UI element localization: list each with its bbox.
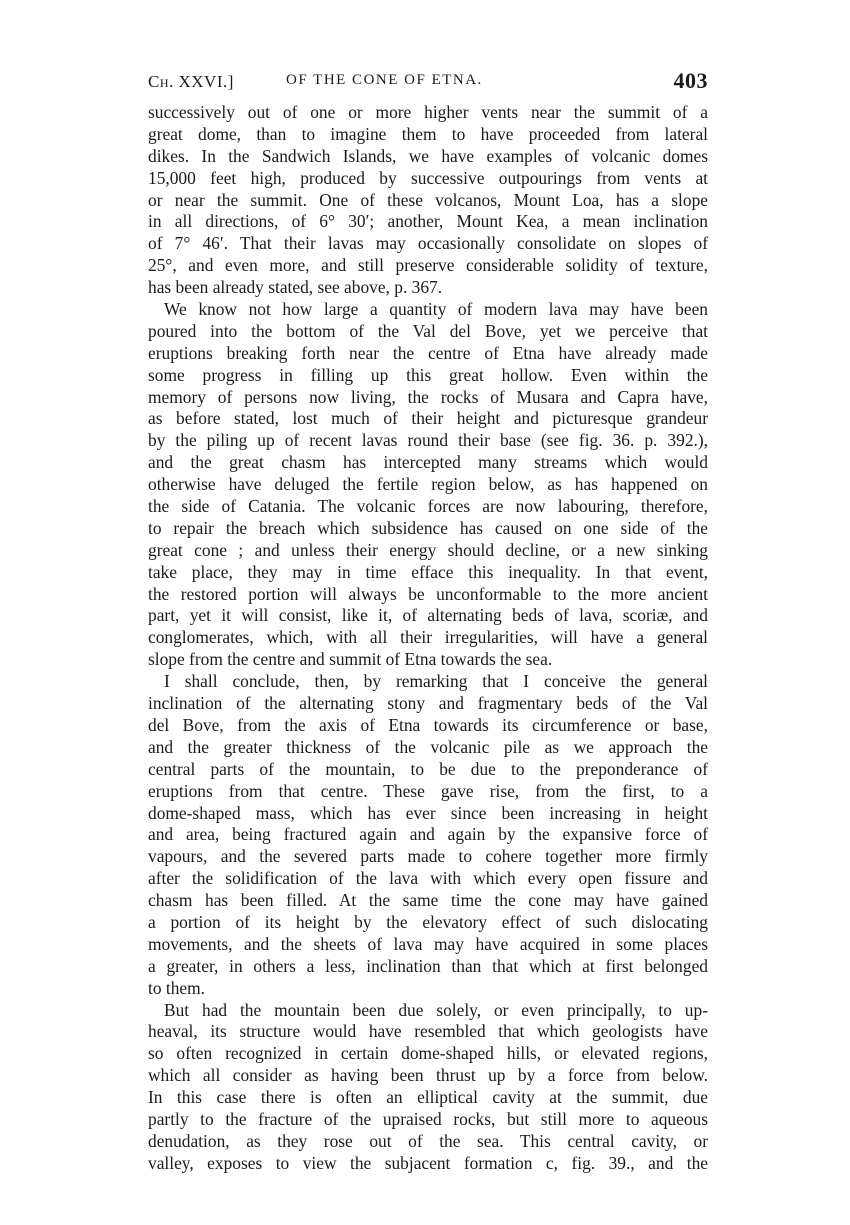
book-page: [148, 68, 708, 1175]
text-line: some progress in filling up this great hollow. Even within the: [148, 364, 708, 385]
text-line: of 7° 46′. That their lavas may occasionally consolidate on slopes of: [148, 233, 708, 254]
text-line: as before stated, lost much of their height and picturesque grandeur: [148, 408, 708, 429]
text-line: successively out of one or more higher vents near the summit of a: [148, 102, 708, 122]
text-line: poured into the bottom of the Val del Bove, yet we perceive that: [148, 320, 708, 341]
text-line: otherwise have deluged the fertile region below, as has happened on: [148, 474, 708, 495]
text-line: by the piling up of recent lavas round their base (see fig. 36. p. 392.),: [148, 430, 708, 451]
text-line: slope from the centre and summit of Etna towards the sea.: [148, 649, 553, 670]
text-line: has been already stated, see above, p. 367.: [148, 277, 443, 298]
text-line: part, yet it will consist, like it, of alternating beds of lava, scoriæ, and: [148, 605, 708, 626]
text-line: great cone ; and unless their energy should decline, or a new sinking: [148, 539, 708, 560]
text-line: 15,000 feet high, produced by successive outpourings from vents at: [148, 167, 708, 188]
text-line: take place, they may in time efface this inequality. In that event,: [148, 561, 708, 582]
text-line: to them.: [148, 977, 205, 998]
text-line: valley, exposes to view the subjacent formation c, fig. 39., and the: [148, 1152, 708, 1173]
text-line: and area, being fractured again and again by the expansive force of: [148, 824, 708, 845]
text-line: inclination of the alternating stony and fragmentary beds of the Val: [148, 693, 708, 714]
text-line: central parts of the mountain, to be due to the preponderance of: [148, 758, 708, 779]
text-line: eruptions from that centre. These gave rise, from the first, to a: [148, 780, 708, 801]
paragraph: [148, 1000, 708, 1175]
paragraph: [148, 671, 708, 999]
text-line: denudation, as they rose out of the sea. This central cavity, or: [148, 1130, 708, 1151]
text-line: But had the mountain been due solely, or even principally, to up-: [164, 999, 708, 1020]
text-line: del Bove, from the axis of Etna towards its circumference or base,: [148, 714, 708, 735]
text-line: and the greater thickness of the volcanic pile as we approach the: [148, 736, 708, 757]
text-line: vapours, and the severed parts made to cohere together more firmly: [148, 846, 708, 867]
text-line: movements, and the sheets of lava may have acquired in some places: [148, 933, 708, 954]
running-title: OF THE CONE OF ETNA.: [286, 72, 483, 88]
text-line: In this case there is often an elliptical cavity at the summit, due: [148, 1087, 708, 1108]
paragraph: [148, 299, 708, 671]
text-line: after the solidification of the lava with which every open fissure and: [148, 868, 708, 889]
text-line: or near the summit. One of these volcanos, Mount Loa, has a slope: [148, 189, 708, 210]
running-head: [148, 68, 708, 102]
text-line: 25°, and even more, and still preserve considerable solidity of texture,: [148, 255, 708, 276]
text-line: memory of persons now living, the rocks of Musara and Capra have,: [148, 386, 708, 407]
page-number: 403: [673, 68, 708, 93]
text-line: a greater, in others a less, inclination than that which at first belonged: [148, 955, 708, 976]
text-line: the restored portion will always be unconformable to the more ancient: [148, 583, 708, 604]
body-text: [148, 102, 708, 1175]
text-line: a portion of its height by the elevatory effect of such dislocating: [148, 911, 708, 932]
text-line: We know not how large a quantity of modern lava may have been: [164, 299, 708, 320]
text-line: I shall conclude, then, by remarking that I conceive the general: [164, 671, 708, 692]
text-line: heaval, its structure would have resembled that which geologists have: [148, 1021, 708, 1042]
text-line: eruptions breaking forth near the centre of Etna have already made: [148, 342, 708, 363]
text-line: in all directions, of 6° 30′; another, Mount Kea, a mean inclination: [148, 211, 708, 232]
text-line: so often recognized in certain dome-shaped hills, or elevated regions,: [148, 1043, 708, 1064]
text-line: the side of Catania. The volcanic forces are now labouring, therefore,: [148, 496, 708, 517]
text-line: partly to the fracture of the upraised rocks, but still more to aqueous: [148, 1108, 708, 1129]
text-line: to repair the breach which subsidence has caused on one side of the: [148, 517, 708, 538]
text-line: dikes. In the Sandwich Islands, we have examples of volcanic domes: [148, 145, 708, 166]
text-line: and the great chasm has intercepted many streams which would: [148, 452, 708, 473]
text-line: conglomerates, which, with all their irregularities, will have a general: [148, 627, 708, 648]
paragraph: [148, 102, 708, 299]
text-line: which all consider as having been thrust up by a force from below.: [148, 1065, 708, 1086]
text-line: chasm has been filled. At the same time the cone may have gained: [148, 890, 708, 911]
text-line: dome-shaped mass, which has ever since been increasing in height: [148, 802, 708, 823]
text-line: great dome, than to imagine them to have proceeded from lateral: [148, 123, 708, 144]
chapter-label: Ch. XXVI.]: [148, 72, 234, 91]
